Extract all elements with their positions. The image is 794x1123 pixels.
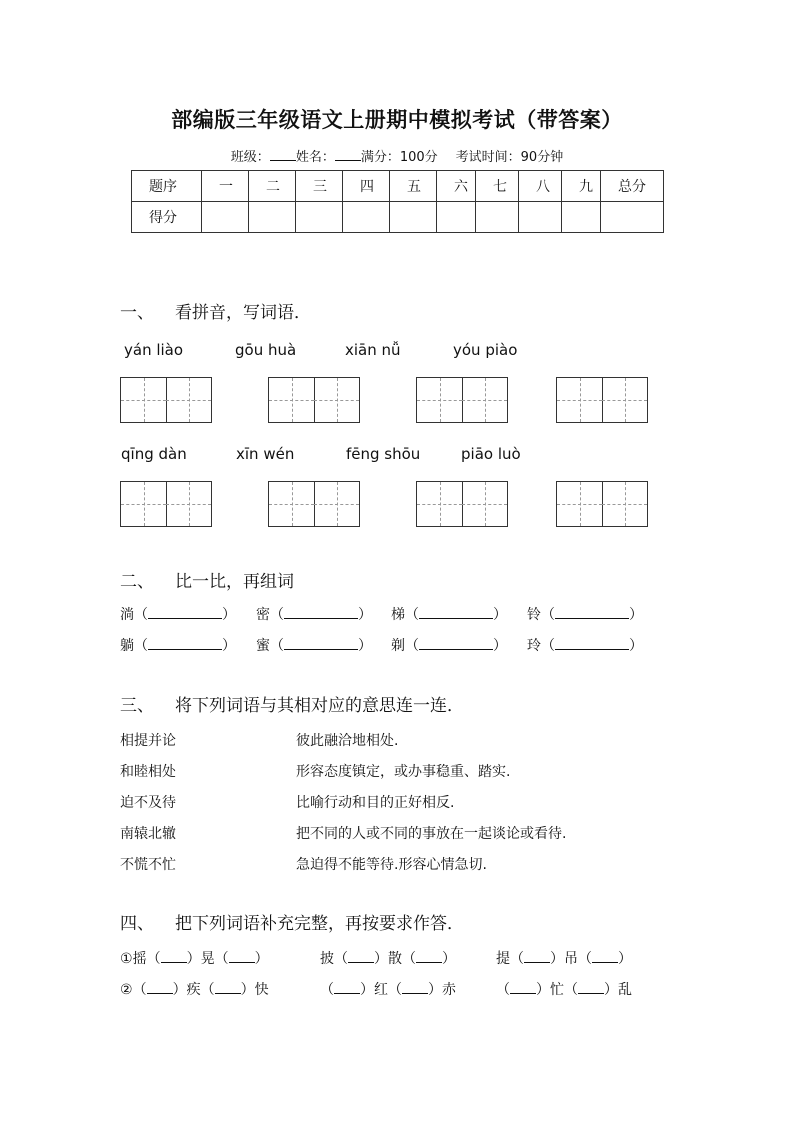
idiom-meaning[interactable]: 把不同的人或不同的事放在一起谈论或看待.	[296, 826, 567, 842]
section-title: 比一比，再组词	[175, 572, 294, 592]
score-table-header-row	[132, 171, 664, 202]
score-cell[interactable]	[343, 202, 390, 233]
section-2-heading	[120, 567, 294, 592]
answer-blank[interactable]	[348, 948, 374, 963]
header-cell: 总分	[601, 171, 664, 202]
answer-blank[interactable]	[419, 604, 493, 619]
section-number: 二、	[120, 572, 154, 592]
answer-blank[interactable]	[161, 948, 187, 963]
score-cell[interactable]	[562, 202, 601, 233]
compare-item: 玲（ ）	[527, 635, 643, 655]
score-cell[interactable]	[437, 202, 476, 233]
writing-grid[interactable]	[416, 481, 508, 527]
pinyin-label: qīng dàn	[121, 445, 187, 463]
header-cell: 四	[343, 171, 390, 202]
section-number: 一、	[120, 303, 154, 323]
idiom-word[interactable]: 相提并论	[120, 733, 176, 749]
answer-blank[interactable]	[578, 979, 604, 994]
answer-blank[interactable]	[555, 635, 629, 650]
answer-blank[interactable]	[402, 979, 428, 994]
writing-grid[interactable]	[268, 377, 360, 423]
header-cell: 八	[519, 171, 562, 202]
header-cell: 三	[296, 171, 343, 202]
score-row-label: 得分	[132, 202, 202, 233]
writing-grid[interactable]	[556, 481, 648, 527]
fill-item: （ ）忙（ ）乱	[496, 979, 632, 999]
answer-blank[interactable]	[284, 635, 358, 650]
compare-item: 密（ ）	[256, 604, 372, 624]
idiom-meaning[interactable]: 形容态度镇定，或办事稳重、踏实.	[296, 764, 511, 780]
answer-blank[interactable]	[284, 604, 358, 619]
pinyin-label: xiān nǚ	[345, 341, 401, 359]
idiom-meaning[interactable]: 比喻行动和目的正好相反.	[296, 795, 455, 811]
score-table-score-row	[132, 202, 664, 233]
writing-grid[interactable]	[556, 377, 648, 423]
pinyin-label: gōu huà	[235, 341, 297, 359]
fill-item: （ ）红（ ）赤	[320, 979, 456, 999]
answer-blank[interactable]	[215, 979, 241, 994]
section-title: 把下列词语补充完整，再按要求作答．	[175, 914, 464, 934]
name-label: 姓名：	[295, 150, 335, 165]
writing-grid[interactable]	[120, 481, 212, 527]
section-4-heading	[120, 909, 464, 934]
fill-item: ①摇（ ）晃（ ）	[120, 948, 269, 968]
compare-item: 梯（ ）	[391, 604, 507, 624]
answer-blank[interactable]	[147, 979, 173, 994]
answer-blank[interactable]	[419, 635, 493, 650]
header-cell: 二	[249, 171, 296, 202]
header-cell: 六	[437, 171, 476, 202]
answer-blank[interactable]	[524, 948, 550, 963]
compare-item: 铃（ ）	[527, 604, 643, 624]
compare-item: 躺（ ）	[120, 635, 236, 655]
idiom-word[interactable]: 迫不及待	[120, 795, 176, 811]
header-cell: 九	[562, 171, 601, 202]
idiom-word[interactable]: 南辕北辙	[120, 826, 176, 842]
writing-grid[interactable]	[416, 377, 508, 423]
section-3-heading	[120, 691, 464, 716]
section-title: 看拼音，写词语．	[175, 303, 311, 323]
score-cell[interactable]	[390, 202, 437, 233]
compare-item: 淌（ ）	[120, 604, 236, 624]
pinyin-label: fēng shōu	[346, 445, 421, 463]
section-title: 将下列词语与其相对应的意思连一连．	[175, 696, 464, 716]
score-cell[interactable]	[296, 202, 343, 233]
answer-blank[interactable]	[555, 604, 629, 619]
idiom-meaning[interactable]: 急迫得不能等待.形容心情急切.	[296, 857, 487, 873]
fill-item: ②（ ）疾（ ）快	[120, 979, 269, 999]
writing-grid[interactable]	[120, 377, 212, 423]
page-title: 部编版三年级语文上册期中模拟考试（带答案）	[171, 108, 623, 132]
pinyin-label: piāo luò	[461, 445, 521, 463]
full-score: 满分：100分	[360, 150, 438, 165]
pinyin-label: xīn wén	[236, 445, 295, 463]
exam-time: 考试时间：90分钟	[455, 150, 564, 165]
fill-item: 提（ ）吊（ ）	[496, 948, 632, 968]
header-cell: 一	[202, 171, 249, 202]
writing-grid[interactable]	[268, 481, 360, 527]
answer-blank[interactable]	[334, 979, 360, 994]
header-cell: 七	[476, 171, 519, 202]
idiom-word[interactable]: 不慌不忙	[120, 857, 176, 873]
answer-blank[interactable]	[416, 948, 442, 963]
idiom-word[interactable]: 和睦相处	[120, 764, 176, 780]
score-cell[interactable]	[202, 202, 249, 233]
answer-blank[interactable]	[510, 979, 536, 994]
pinyin-label: yán liào	[124, 341, 184, 359]
exam-info	[0, 146, 794, 165]
class-blank[interactable]	[270, 148, 296, 161]
name-blank[interactable]	[335, 148, 361, 161]
fill-item: 披（ ）散（ ）	[320, 948, 456, 968]
section-1-heading	[120, 298, 311, 323]
section-number: 三、	[120, 696, 154, 716]
pinyin-label: yóu piào	[453, 341, 518, 359]
compare-item: 剃（ ）	[391, 635, 507, 655]
answer-blank[interactable]	[148, 604, 222, 619]
score-table	[131, 170, 664, 233]
idiom-meaning[interactable]: 彼此融洽地相处.	[296, 733, 399, 749]
answer-blank[interactable]	[148, 635, 222, 650]
section-number: 四、	[120, 914, 154, 934]
score-cell[interactable]	[476, 202, 519, 233]
header-cell: 题序	[132, 171, 202, 202]
score-cell[interactable]	[601, 202, 664, 233]
compare-item: 蜜（ ）	[256, 635, 372, 655]
answer-blank[interactable]	[229, 948, 255, 963]
class-label: 班级：	[230, 150, 270, 165]
score-cell[interactable]	[519, 202, 562, 233]
header-cell: 五	[390, 171, 437, 202]
score-cell[interactable]	[249, 202, 296, 233]
answer-blank[interactable]	[592, 948, 618, 963]
